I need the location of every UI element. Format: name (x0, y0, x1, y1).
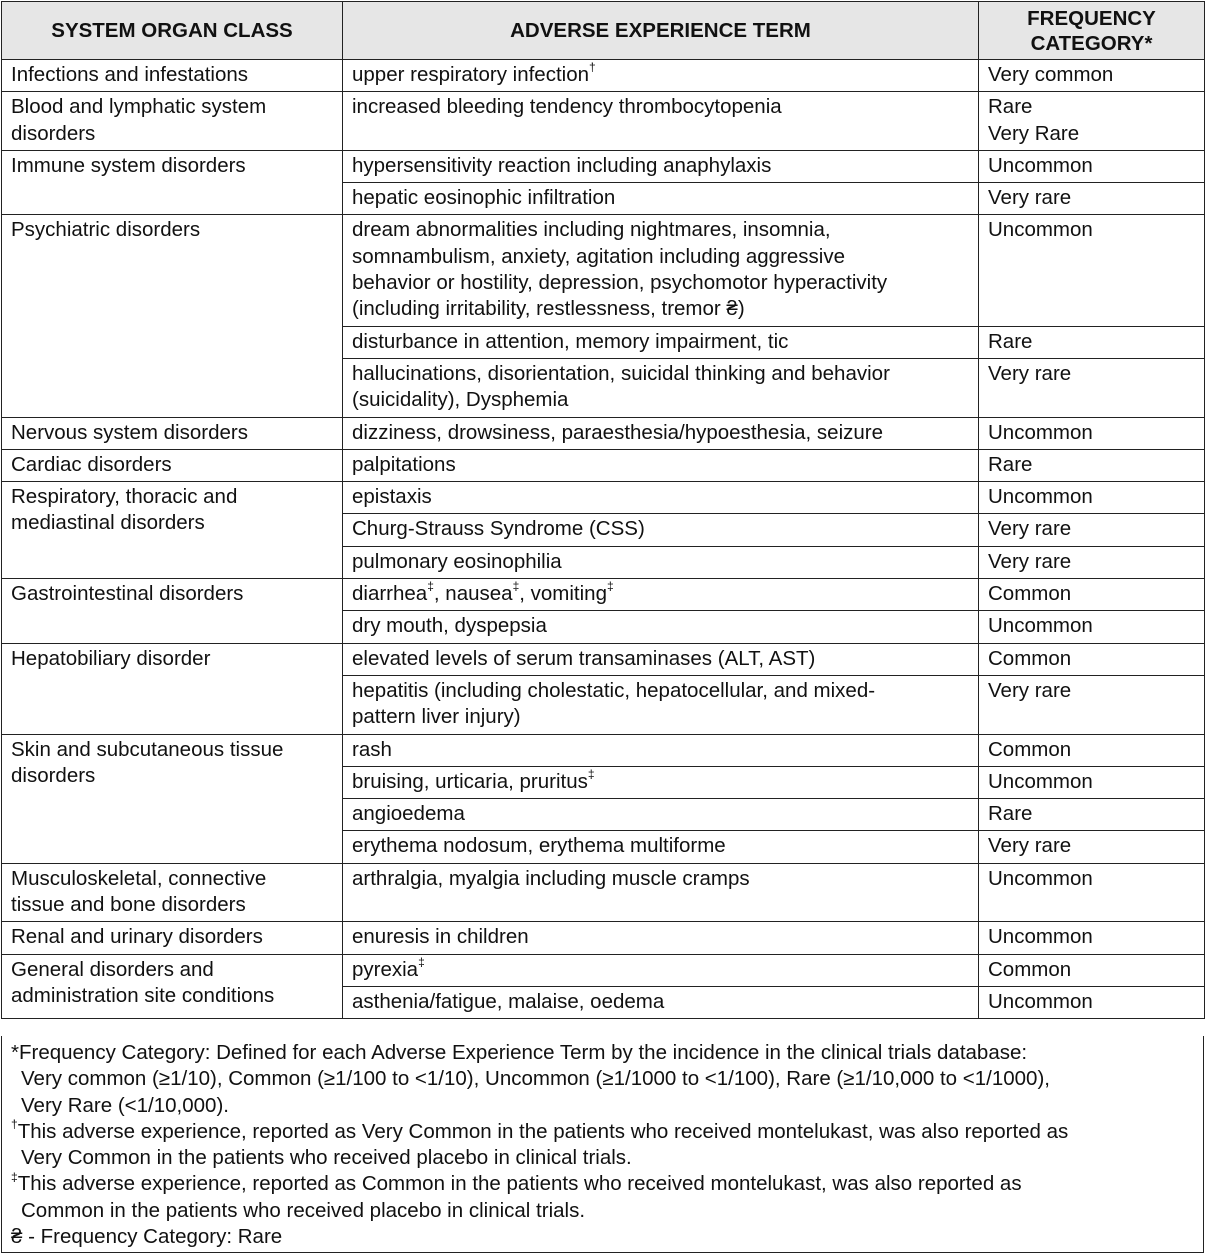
adverse-experience-term-cell (343, 92, 979, 151)
adverse-experience-term-text (352, 613, 969, 639)
footnote-dagger-text: Very Common in the patients who received placebo in clinical trials. (21, 1146, 632, 1170)
system-organ-class-cell (2, 92, 343, 151)
adverse-experience-term-text (352, 270, 969, 296)
adverse-experience-term-text (352, 329, 969, 355)
term-fragment: pattern liver injury) (352, 705, 521, 729)
frequency-category-cell (979, 417, 1205, 449)
system-organ-class-text: Blood and lymphatic system (11, 95, 267, 119)
frequency-category-text: Uncommon (988, 614, 1093, 638)
header-system-organ-class: SYSTEM ORGAN CLASS (2, 2, 343, 60)
frequency-category-cell (979, 358, 1205, 417)
system-organ-class-cell (2, 863, 343, 922)
frequency-category-cell (979, 643, 1205, 675)
adverse-experience-term-text (352, 801, 969, 827)
adverse-experience-term-text (352, 581, 969, 607)
frequency-category-text: Common (988, 646, 1072, 670)
adverse-experience-term-text (352, 296, 969, 322)
term-fragment: dizziness, drowsiness, paraesthesia/hypoesthesia, seizure (352, 420, 883, 444)
adverse-experience-term-text (352, 678, 969, 704)
frequency-category-text: Very rare (988, 517, 1072, 541)
footnote-mark: ‡ (587, 767, 595, 781)
frequency-category-text: Uncommon (988, 485, 1093, 509)
system-organ-class-text: administration site conditions (11, 983, 275, 1007)
adverse-experience-term-text (352, 769, 969, 795)
term-fragment: hypersensitivity reaction including anaphylaxis (352, 153, 772, 177)
frequency-category-cell (979, 954, 1205, 986)
adverse-experience-term-cell (343, 482, 979, 514)
adverse-experience-term-text (352, 866, 969, 892)
system-organ-class-text: Cardiac disorders (11, 452, 172, 476)
header-frequency-line1: FREQUENCY (1027, 6, 1156, 30)
footnote-double-dagger-text: Common in the patients who received placebo in clinical trials. (21, 1198, 586, 1222)
system-organ-class-text: Respiratory, thoracic and (11, 485, 238, 509)
table-row (2, 60, 1205, 92)
term-fragment: Churg-Strauss Syndrome (CSS) (352, 517, 645, 541)
system-organ-class-cell (2, 643, 343, 734)
footnote-frequency-definition: Very Rare (<1/10,000). (21, 1093, 229, 1117)
frequency-category-text: Rare (988, 802, 1033, 826)
adverse-experience-term-cell (343, 831, 979, 863)
adverse-experience-term-cell (343, 215, 979, 326)
term-fragment: somnambulism, anxiety, agitation including aggressive (352, 244, 846, 268)
system-organ-class-text: Nervous system disorders (11, 420, 248, 444)
frequency-category-text: Common (988, 582, 1072, 606)
system-organ-class-text: disorders (11, 121, 96, 145)
frequency-category-cell (979, 150, 1205, 182)
adverse-experience-table (1, 1, 1205, 1019)
table-row (2, 863, 1205, 922)
system-organ-class-cell (2, 150, 343, 215)
table-footnotes (1, 1036, 1204, 1253)
adverse-experience-term-text (352, 954, 969, 983)
adverse-experience-term-text (352, 387, 969, 413)
double-dagger-mark: ‡ (11, 1169, 18, 1184)
table-row (2, 150, 1205, 182)
frequency-category-text: Very rare (988, 361, 1072, 385)
system-organ-class-text: mediastinal disorders (11, 511, 205, 535)
adverse-experience-term-cell (343, 579, 979, 611)
term-fragment: enuresis in children (352, 925, 529, 949)
adverse-experience-term-text (352, 62, 969, 88)
frequency-category-cell (979, 482, 1205, 514)
frequency-category-text: Rare (988, 95, 1033, 119)
frequency-category-text: Uncommon (988, 989, 1093, 1013)
double-dagger-mark: ‡ (512, 579, 520, 594)
system-organ-class-text: Skin and subcutaneous tissue (11, 737, 284, 761)
frequency-category-text: Common (988, 737, 1072, 761)
adverse-experience-term-cell (343, 922, 979, 954)
header-frequency-line2: CATEGORY* (1030, 31, 1153, 55)
adverse-experience-term-cell (343, 514, 979, 546)
footnote-double-dagger-text: This adverse experience, reported as Common in the patients who received montelukast, was also reported as (17, 1172, 1022, 1196)
adverse-experience-term-text (352, 452, 969, 478)
term-fragment: increased bleeding tendency thrombocytopenia (352, 95, 782, 119)
term-fragment: asthenia/fatigue, malaise, oedema (352, 989, 665, 1013)
frequency-category-cell (979, 449, 1205, 481)
table-body (2, 60, 1205, 1019)
system-organ-class-cell (2, 954, 343, 1019)
adverse-experience-term-text (352, 361, 969, 387)
frequency-category-cell (979, 546, 1205, 578)
system-organ-class-text: Renal and urinary disorders (11, 925, 263, 949)
adverse-experience-term-cell (343, 183, 979, 215)
header-frequency-category (979, 2, 1205, 60)
term-fragment: elevated levels of serum transaminases (ALT, AST) (352, 646, 816, 670)
frequency-category-text: Very rare (988, 678, 1072, 702)
adverse-experience-term-text (352, 924, 969, 950)
term-fragment: epistaxis (352, 485, 432, 509)
adverse-experience-term-text (352, 217, 969, 243)
footnote-frequency-definition: Very common (≥1/10), Common (≥1/100 to <1/10), Uncommon (≥1/1000 to <1/100), Rare (≥1/10,000 to <1/1000), (21, 1067, 1050, 1091)
term-fragment: pulmonary eosinophilia (352, 549, 562, 573)
term-fragment: disturbance in attention, memory impairment, tic (352, 329, 789, 353)
table-row (2, 92, 1205, 151)
adverse-experience-term-cell (343, 449, 979, 481)
footnote-hryvnia: ₴ - Frequency Category: Rare (11, 1225, 283, 1249)
table-row (2, 734, 1205, 766)
system-organ-class-cell (2, 449, 343, 481)
term-fragment: palpitations (352, 452, 456, 476)
adverse-experience-term-text (352, 737, 969, 763)
frequency-category-text: Very rare (988, 549, 1072, 573)
frequency-category-cell (979, 986, 1205, 1018)
frequency-category-text: Uncommon (988, 420, 1093, 444)
adverse-experience-term-text (352, 185, 969, 211)
footnote-dagger-text: This adverse experience, reported as Very Common in the patients who received montelukast, was also reported as (17, 1119, 1069, 1143)
adverse-experience-term-cell (343, 326, 979, 358)
term-fragment: dream abnormalities including nightmares, insomnia, (352, 218, 831, 242)
adverse-experience-term-text (352, 94, 969, 120)
frequency-category-text: Common (988, 957, 1072, 981)
adverse-experience-term-text (352, 244, 969, 270)
frequency-category-cell (979, 766, 1205, 798)
frequency-category-cell (979, 799, 1205, 831)
frequency-category-cell (979, 215, 1205, 326)
table-row (2, 449, 1205, 481)
term-fragment: hepatic eosinophic infiltration (352, 186, 616, 210)
adverse-experience-term-text (352, 646, 969, 672)
system-organ-class-cell (2, 60, 343, 92)
footnote-frequency-definition: *Frequency Category: Defined for each Adverse Experience Term by the incidence in the clinical trials database: (11, 1041, 1028, 1064)
frequency-category-text: Uncommon (988, 218, 1093, 242)
frequency-category-text: Uncommon (988, 866, 1093, 890)
adverse-experience-term-cell (343, 150, 979, 182)
table-row (2, 215, 1205, 326)
frequency-category-cell (979, 831, 1205, 863)
system-organ-class-text: Gastrointestinal disorders (11, 582, 244, 606)
frequency-category-text: Uncommon (988, 769, 1093, 793)
table-row (2, 482, 1205, 514)
double-dagger-mark: ‡ (427, 579, 434, 594)
term-fragment: erythema nodosum, erythema multiforme (352, 834, 726, 858)
adverse-experience-term-cell (343, 986, 979, 1018)
frequency-category-text: Very rare (988, 834, 1072, 858)
table-row (2, 922, 1205, 954)
frequency-category-cell (979, 92, 1205, 151)
frequency-category-cell (979, 514, 1205, 546)
term-fragment: bruising, urticaria, pruritus (352, 769, 588, 793)
system-organ-class-cell (2, 417, 343, 449)
table-header-row (2, 2, 1205, 60)
table-row (2, 643, 1205, 675)
term-fragment: , nausea (433, 582, 513, 606)
adverse-experience-term-cell (343, 358, 979, 417)
system-organ-class-text: Psychiatric disorders (11, 218, 201, 242)
footnote-mark: ‡ (418, 954, 425, 969)
frequency-category-cell (979, 611, 1205, 643)
header-adverse-experience-term: ADVERSE EXPERIENCE TERM (343, 2, 979, 60)
term-fragment: , vomiting (519, 582, 607, 606)
adverse-experience-term-text (352, 153, 969, 179)
adverse-experience-term-text (352, 549, 969, 575)
adverse-experience-term-cell (343, 417, 979, 449)
system-organ-class-cell (2, 482, 343, 579)
adverse-experience-term-text (352, 704, 969, 730)
term-fragment: angioedema (352, 802, 465, 826)
term-fragment: upper respiratory infection (352, 63, 590, 86)
adverse-experience-term-cell (343, 546, 979, 578)
system-organ-class-text: General disorders and (11, 957, 214, 981)
frequency-category-text: Rare (988, 452, 1033, 476)
term-fragment: pyrexia (352, 957, 419, 981)
adverse-experience-term-cell (343, 675, 979, 734)
frequency-category-cell (979, 675, 1205, 734)
adverse-experience-term-text (352, 989, 969, 1015)
system-organ-class-cell (2, 734, 343, 863)
footnote-double-dagger (11, 1171, 1194, 1197)
double-dagger-mark: ‡ (606, 579, 614, 594)
system-organ-class-text: Hepatobiliary disorder (11, 646, 211, 670)
table-row (2, 417, 1205, 449)
system-organ-class-text: Musculoskeletal, connective (11, 866, 267, 890)
adverse-experience-term-text (352, 833, 969, 859)
term-fragment: rash (352, 737, 392, 761)
term-fragment: hepatitis (including cholestatic, hepatocellular, and mixed- (352, 678, 876, 702)
adverse-experience-term-text (352, 516, 969, 542)
frequency-category-text: Uncommon (988, 925, 1093, 949)
frequency-category-cell (979, 60, 1205, 92)
term-fragment: diarrhea (352, 582, 428, 606)
system-organ-class-cell (2, 579, 343, 644)
frequency-category-text: Rare (988, 329, 1033, 353)
term-fragment: dry mouth, dyspepsia (352, 614, 547, 638)
adverse-experience-term-cell (343, 954, 979, 986)
adverse-experience-term-cell (343, 611, 979, 643)
adverse-experience-term-text (352, 420, 969, 446)
system-organ-class-text: tissue and bone disorders (11, 893, 246, 917)
adverse-experience-term-cell (343, 643, 979, 675)
adverse-experience-term-cell (343, 60, 979, 92)
frequency-category-text: Very rare (988, 186, 1072, 210)
frequency-category-cell (979, 922, 1205, 954)
term-fragment: behavior or hostility, depression, psychomotor hyperactivity (352, 271, 888, 295)
frequency-category-cell (979, 579, 1205, 611)
frequency-category-cell (979, 326, 1205, 358)
adverse-experience-term-cell (343, 863, 979, 922)
system-organ-class-cell (2, 922, 343, 954)
term-fragment: arthralgia, myalgia including muscle cramps (352, 866, 750, 890)
system-organ-class-cell (2, 215, 343, 417)
frequency-category-text: Uncommon (988, 153, 1093, 177)
term-fragment: (including irritability, restlessness, tremor ₴) (352, 297, 745, 321)
frequency-category-text: Very Rare (988, 121, 1080, 145)
frequency-category-cell (979, 734, 1205, 766)
frequency-category-text: Very common (988, 63, 1114, 86)
footnote-mark: † (589, 60, 596, 75)
adverse-experience-term-text (352, 484, 969, 510)
adverse-experience-term-cell (343, 766, 979, 798)
table-row (2, 954, 1205, 986)
adverse-experience-term-cell (343, 799, 979, 831)
dagger-mark: † (11, 1117, 18, 1132)
system-organ-class-text: Infections and infestations (11, 63, 249, 86)
table-row (2, 579, 1205, 611)
frequency-category-cell (979, 183, 1205, 215)
system-organ-class-text: Immune system disorders (11, 153, 246, 177)
system-organ-class-text: disorders (11, 763, 96, 787)
term-fragment: (suicidality), Dysphemia (352, 388, 569, 412)
footnote-dagger (11, 1119, 1194, 1145)
adverse-experience-term-cell (343, 734, 979, 766)
frequency-category-cell (979, 863, 1205, 922)
term-fragment: hallucinations, disorientation, suicidal thinking and behavior (352, 361, 890, 385)
